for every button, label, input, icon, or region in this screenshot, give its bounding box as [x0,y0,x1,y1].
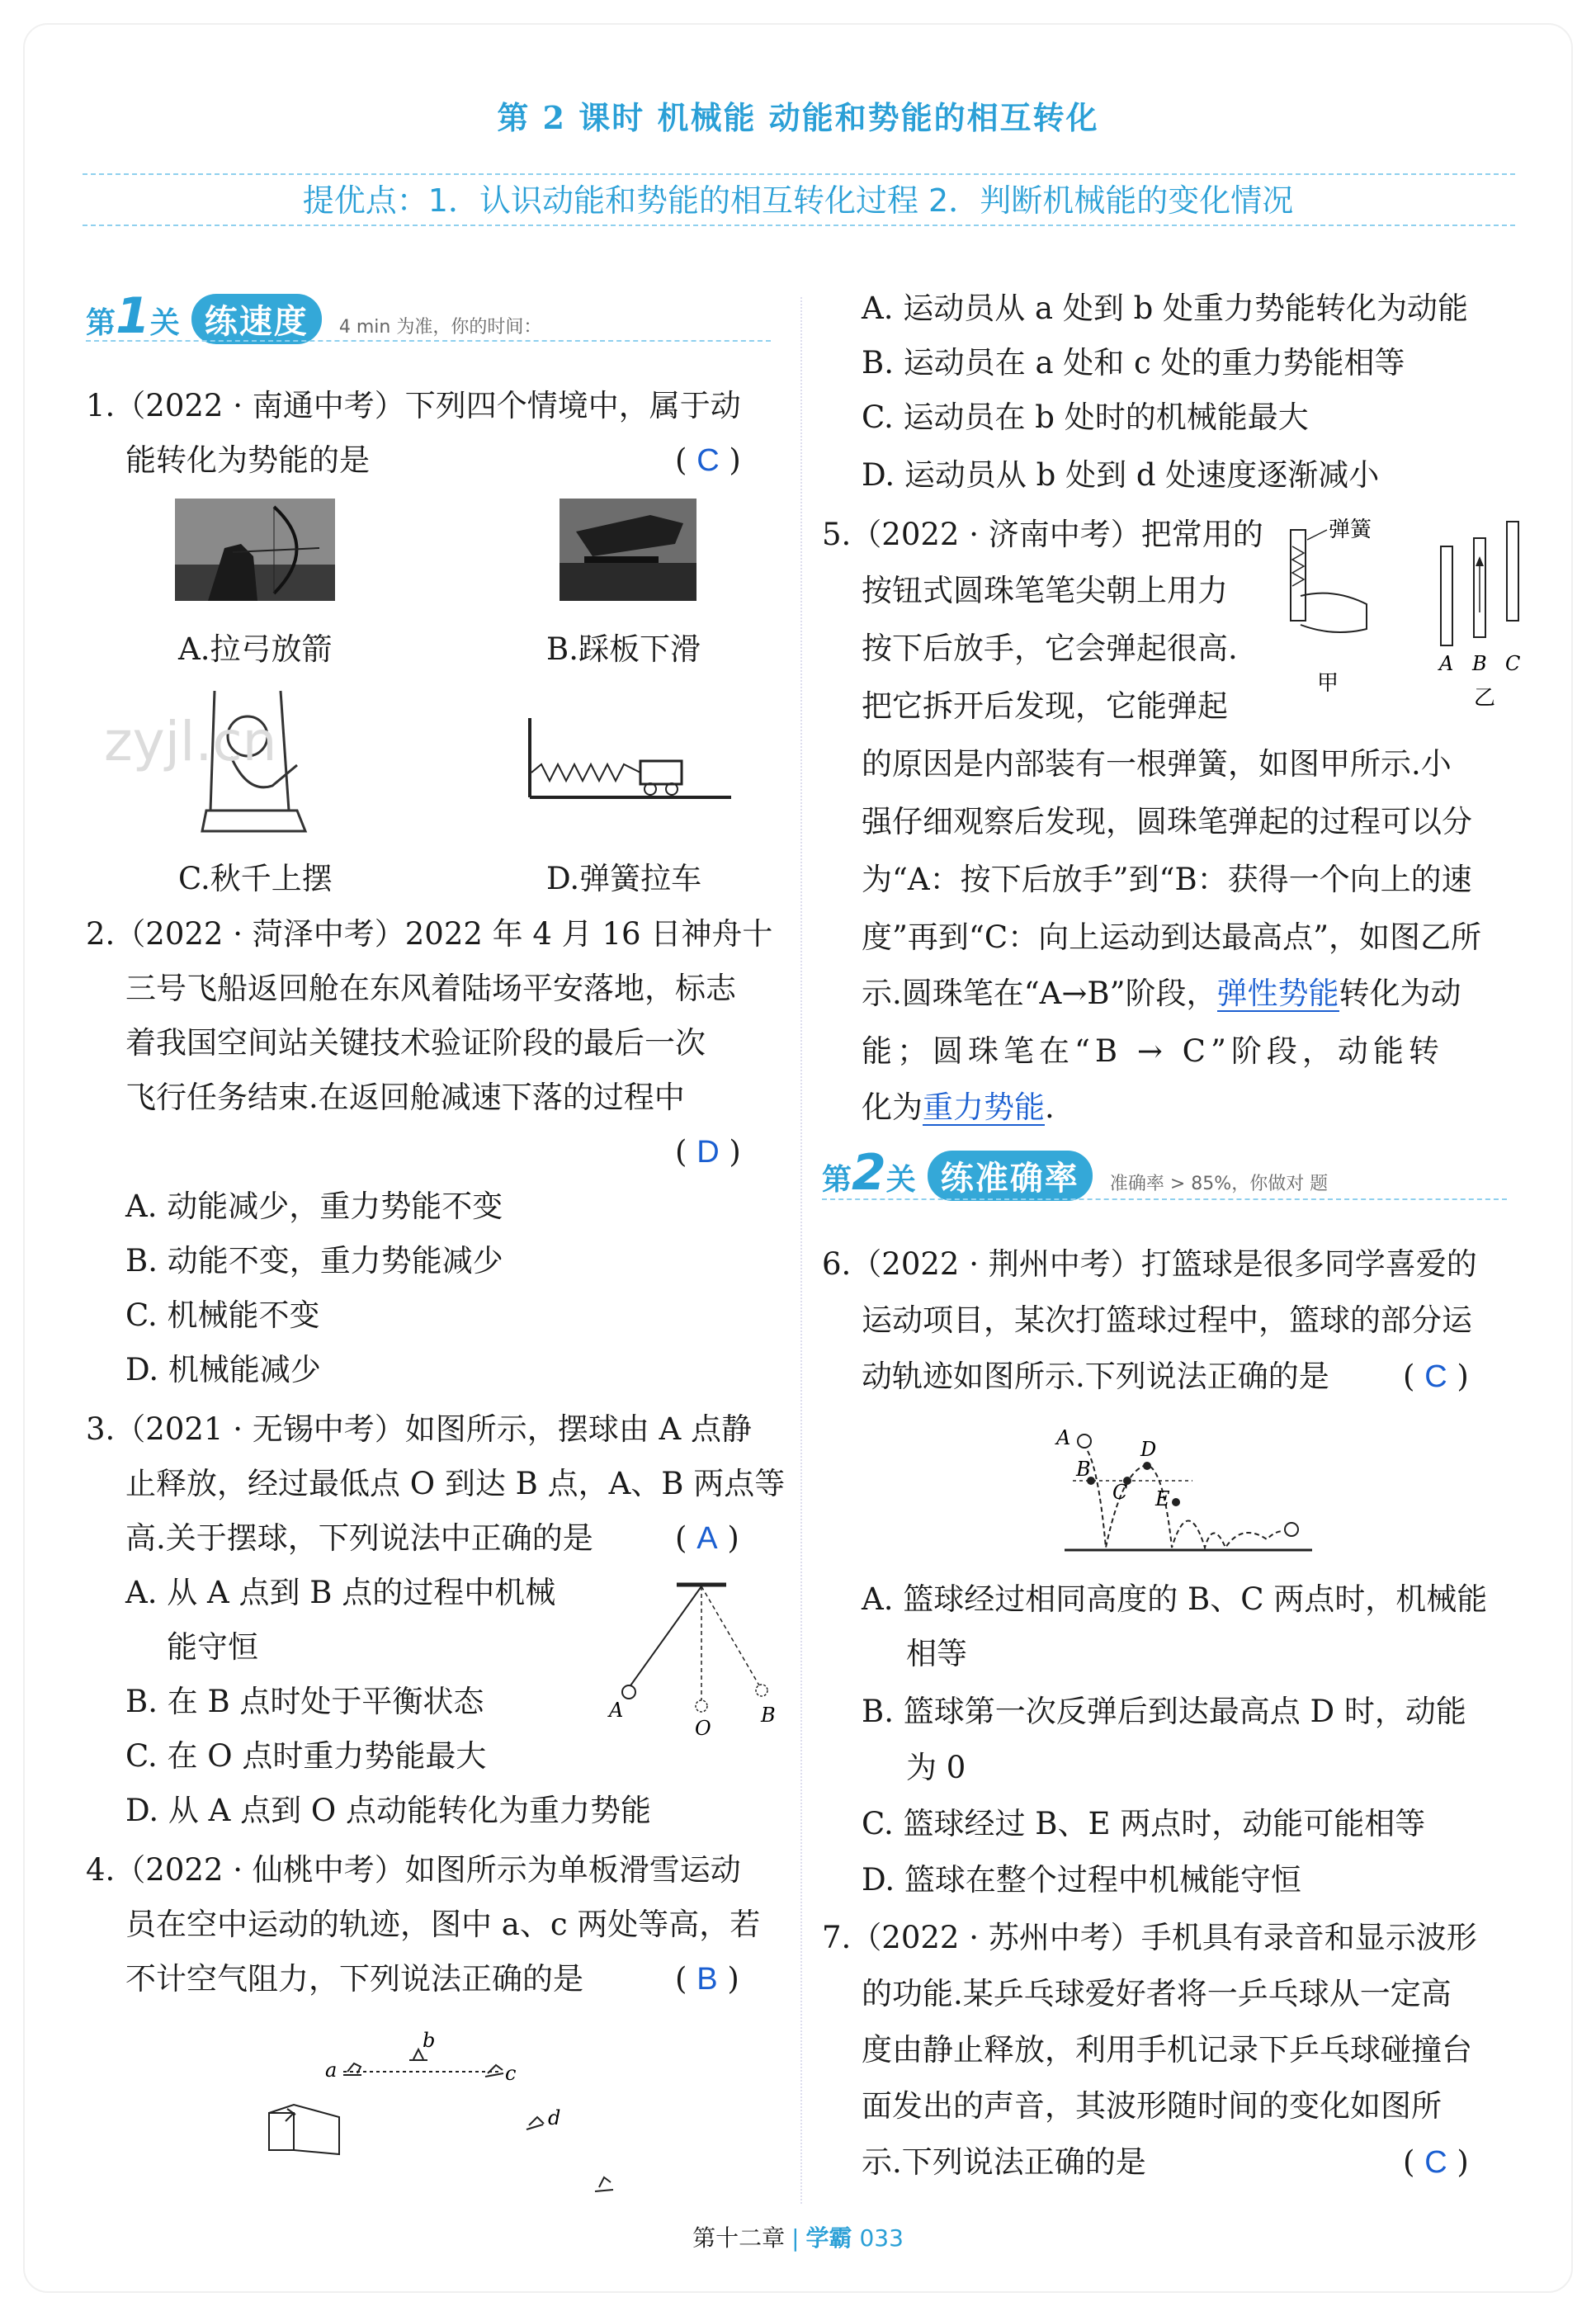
q7-line3: 度由静止释放，利用手机记录下乒乓球碰撞台 [862,2032,1472,2068]
q2-option-b: B. 动能不变，重力势能减少 [125,1243,503,1279]
pen-figure [1284,513,1532,711]
level-2-underline [822,1198,1507,1200]
snowboard-label-c: c [505,2062,517,2085]
q3-option-b: B. 在 B 点时处于平衡状态 [125,1684,484,1719]
q1-answer: ( C ) [675,442,741,478]
q5-line8: 度”再到“C：向上运动到达最高点”，如图乙所 [862,919,1482,955]
page-number: 033 [859,2224,904,2252]
q6-line2: 运动项目，某次打篮球过程中，篮球的部分运 [862,1302,1472,1338]
q3-answer: ( A ) [675,1520,739,1556]
basketball-label-a: A [1056,1426,1071,1449]
q1-caption-a: A.拉弓放箭 [178,631,333,667]
skateboard-photo [560,499,696,601]
archery-photo [175,499,335,601]
q1-caption-d: D.弹簧拉车 [546,861,702,896]
level-1-note: 4 min 为准，你的时间： [338,317,542,338]
q2-line4: 飞行任务结束.在返回舱减速下落的过程中 [125,1080,685,1115]
level-1-pill: 练速度 [191,294,322,344]
q1-caption-c: C.秋千上摆 [178,861,333,896]
snowboard-label-b: b [423,2029,436,2052]
q4-option-a: A. 运动员从 a 处到 b 处重力势能转化为动能 [862,291,1469,326]
q4-answer-value: B [696,1962,718,1997]
q6-option-b: B. 篮球第一次反弹后到达最高点 D 时，动能 [862,1694,1466,1729]
q5-line9 [862,966,1461,1021]
q2-line1: 2.（2022 · 菏泽中考）2022 年 4 月 16 日神舟十 [86,916,773,952]
pendulum-label-b: B [761,1704,776,1727]
q5-line3: 按下后放手，它会弹起很高. [862,631,1238,666]
pen-label-c: C [1505,652,1521,675]
q3-line1: 3.（2021 · 无锡中考）如图所示，摆球由 A 点静 [86,1411,752,1447]
q5-line9-end: 转化为动 [1339,976,1461,1011]
basketball-label-d: D [1140,1438,1157,1461]
q6-option-c: C. 篮球经过 B、E 两点时，动能可能相等 [862,1806,1426,1841]
level-1-number: 1 [116,287,150,345]
q1-answer-value: C [696,443,720,478]
level-1-suffix: 关 [149,306,180,340]
level-1-banner [86,287,541,345]
q2-answer-value: D [696,1135,720,1170]
q5-line10: 能；圆珠笔在“B → C”阶段，动能转 [862,1033,1444,1069]
q3-option-a-cont: 能守恒 [167,1629,258,1665]
pen-label-b: B [1472,652,1487,675]
q3-option-d: D. 从 A 点到 O 点动能转化为重力势能 [125,1793,651,1828]
level-2-note: 准确率 > 85%，你做对 题 [1109,1174,1329,1194]
q5-line2: 按钮式圆珠笔笔尖朝上用力 [862,573,1228,608]
divider-bottom [83,225,1515,226]
q6-option-d: D. 篮球在整个过程中机械能守恒 [862,1862,1301,1898]
q5-line1: 5.（2022 · 济南中考）把常用的 [822,517,1263,552]
q7-line2: 的功能.某乒乓球爱好者将一乒乓球从一定高 [862,1976,1452,2011]
q5-line11-start: 化为 [862,1089,923,1125]
q2-line3: 着我国空间站关键技术验证阶段的最后一次 [125,1025,706,1061]
q3-option-c: C. 在 O 点时重力势能最大 [125,1738,487,1774]
q4-line3: 不计空气阻力，下列说法正确的是 [125,1961,583,1997]
q5-line9-start: 示.圆珠笔在“A→B”阶段， [862,976,1217,1011]
q6-option-a: A. 篮球经过相同高度的 B、C 两点时，机械能 [862,1581,1488,1617]
pendulum-label-o: O [695,1717,711,1740]
q5-line7: 为“A：按下后放手”到“B：获得一个向上的速 [862,862,1472,897]
level-1-underline [86,340,771,342]
lesson-title: 第 2 课时 机械能 动能和势能的相互转化 [497,99,1099,136]
snowboard-label-a: a [325,2058,338,2082]
pendulum-label-a: A [609,1699,624,1722]
basketball-figure [1048,1420,1329,1560]
q1-line2: 能转化为势能的是 [125,442,370,478]
q7-answer: ( C ) [1403,2144,1469,2180]
q6-answer-value: C [1424,1359,1447,1394]
q5-line6: 强仔细观察后发现，圆珠笔弹起的过程可以分 [862,804,1472,839]
q7-line4: 面发出的声音，其波形随时间的变化如图所 [862,2088,1442,2124]
q4-answer: ( B ) [675,1961,739,1997]
q2-answer: ( D ) [675,1134,741,1170]
column-separator [800,297,802,2204]
q4-option-c: C. 运动员在 b 处时的机械能最大 [862,399,1309,435]
level-2-suffix: 关 [885,1163,916,1197]
level-2-banner [822,1144,1328,1202]
pen-label-a: A [1439,652,1454,675]
q3-line2: 止释放，经过最低点 O 到达 B 点，A、B 两点等 [125,1466,786,1501]
lesson-subtitle: 提优点：1．认识动能和势能的相互转化过程 2．判断机械能的变化情况 [302,182,1294,219]
watermark: zyjl.cn [104,710,277,773]
q4-line1: 4.（2022 · 仙桃中考）如图所示为单板滑雪运动 [86,1852,741,1888]
q1-line1: 1.（2022 · 南通中考）下列四个情境中，属于动 [86,388,741,423]
q5-line11 [862,1080,1055,1135]
q5-line11-end: . [1045,1089,1055,1125]
pen-label-yi: 乙 [1474,686,1496,711]
basketball-label-e: E [1155,1487,1170,1510]
q6-line3: 动轨迹如图所示.下列说法正确的是 [862,1359,1329,1394]
q2-option-a: A. 动能减少，重力势能不变 [125,1189,503,1224]
page-footer [0,2220,1596,2253]
level-1-prefix: 第 [86,306,116,340]
q4-line2: 员在空中运动的轨迹，图中 a、c 两处等高，若 [125,1907,761,1942]
pen-label-jia: 甲 [1317,671,1339,696]
level-2-prefix: 第 [822,1163,852,1197]
q5-fill-1: 弹性势能 [1216,976,1339,1010]
basketball-label-b: B [1076,1458,1091,1481]
q6-line1: 6.（2022 · 荆州中考）打篮球是很多同学喜爱的 [822,1246,1477,1282]
q6-answer: ( C ) [1403,1359,1469,1394]
q2-option-d: D. 机械能减少 [125,1352,321,1387]
q4-option-d: D. 运动员从 b 处到 d 处速度逐渐减小 [862,457,1380,493]
q3-line3: 高.关于摆球，下列说法中正确的是 [125,1520,593,1556]
snowboard-figure [261,2022,640,2204]
spring-cart-figure [525,715,731,811]
level-2-pill: 练准确率 [928,1151,1093,1201]
q7-line1: 7.（2022 · 苏州中考）手机具有录音和显示波形 [822,1920,1477,1955]
pendulum-figure [594,1576,784,1742]
q3-answer-value: A [696,1521,718,1556]
q3-option-a: A. 从 A 点到 B 点的过程中机械 [125,1575,556,1610]
footer-brand: 学霸 [805,2224,852,2252]
basketball-label-c: C [1112,1481,1128,1504]
level-2-number: 2 [852,1144,886,1202]
q6-option-a-cont: 相等 [906,1636,967,1671]
q7-answer-value: C [1424,2145,1447,2180]
footer-divider: | [791,2224,800,2252]
q7-line5: 示.下列说法正确的是 [862,2144,1146,2180]
snowboard-label-d: d [548,2106,561,2129]
footer-chapter: 第十二章 [692,2224,786,2252]
pen-label-spring: 弹簧 [1329,518,1372,542]
q1-caption-b: B.踩板下滑 [546,631,701,667]
q4-option-b: B. 运动员在 a 处和 c 处的重力势能相等 [862,345,1405,380]
q2-option-c: C. 机械能不变 [125,1297,320,1333]
q5-line4: 把它拆开后发现，它能弹起 [862,688,1228,724]
q5-fill-2: 重力势能 [923,1090,1045,1124]
q6-option-b-cont: 为 0 [906,1750,966,1785]
q5-line5: 的原因是内部装有一根弹簧，如图甲所示.小 [862,746,1452,782]
q2-line2: 三号飞船返回舱在东风着陆场平安落地，标志 [125,971,736,1006]
